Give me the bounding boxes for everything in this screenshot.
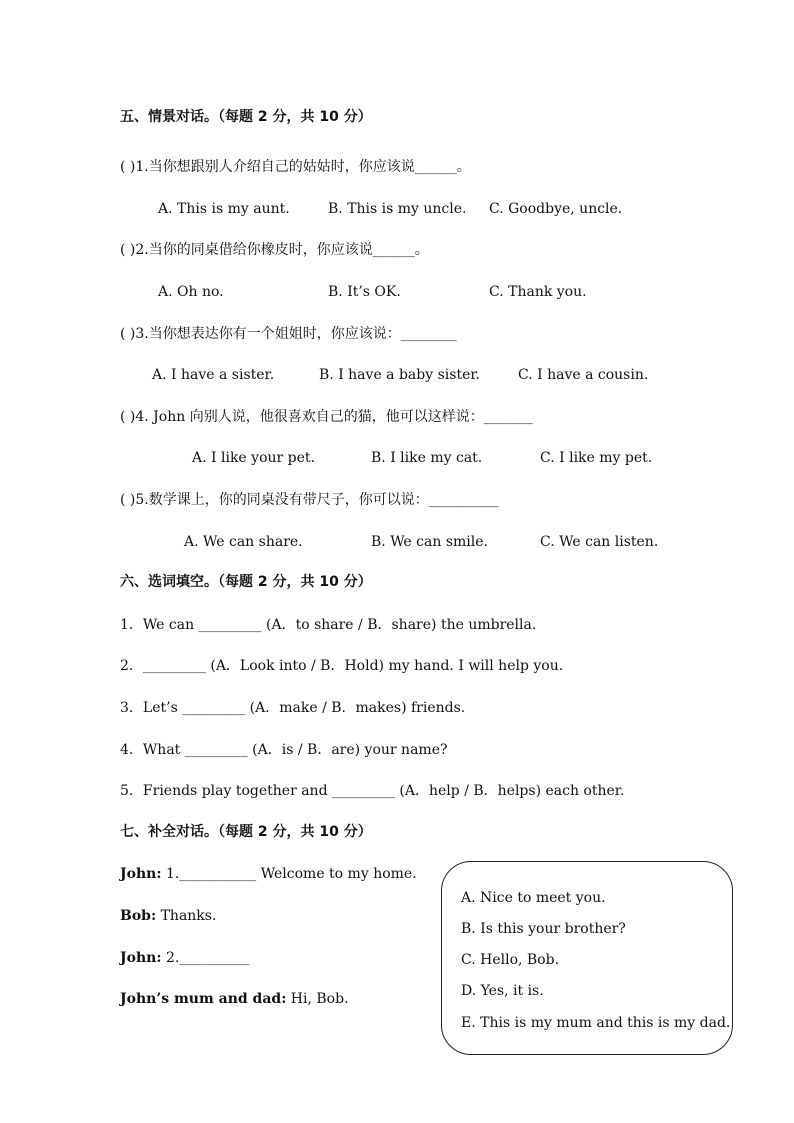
line-text: Hi, Bob. <box>286 991 349 1007</box>
fill-item-1[interactable]: 1．We can _________ (A．to share / B．share) the umbrella. <box>120 617 537 633</box>
q4-option-a: A. I like your pet. <box>192 450 315 466</box>
speaker: John’s mum and dad: <box>120 991 287 1007</box>
choice-c: C. Hello, Bob. <box>461 952 560 968</box>
question-text: 2.当你的同桌借给你橡皮时，你应该说______。 <box>135 242 429 258</box>
section-6-title: 六、选词填空。（每题 2 分，共 10 分） <box>120 574 372 590</box>
question-1 <box>120 158 471 176</box>
answer-paren[interactable]: ( ) <box>120 159 136 175</box>
choice-d: D. Yes, it is. <box>461 983 544 999</box>
question-4 <box>120 408 533 426</box>
fill-item-2[interactable]: 2．_________ (A．Look into / B．Hold) my hand. I will help you. <box>120 658 564 674</box>
section-7-title: 七、补全对话。（每题 2 分，共 10 分） <box>120 824 372 840</box>
choice-a: A. Nice to meet you. <box>461 890 606 906</box>
q3-option-a: A. I have a sister. <box>152 367 275 383</box>
q2-option-a: A. Oh no. <box>158 284 224 300</box>
dialogue-line-4 <box>120 990 349 1008</box>
q5-option-b: B. We can smile. <box>371 534 488 550</box>
fill-item-4[interactable]: 4．What _________ (A．is / B．are) your name? <box>120 742 448 758</box>
q5-option-c: C. We can listen. <box>540 534 659 550</box>
answer-paren[interactable]: ( ) <box>120 492 136 508</box>
q2-option-b: B. It’s OK. <box>328 284 401 300</box>
q2-option-c: C. Thank you. <box>489 284 587 300</box>
answer-paren[interactable]: ( ) <box>120 242 136 258</box>
answer-paren[interactable]: ( ) <box>120 409 136 425</box>
question-text: 3.当你想表达你有一个姐姐时，你应该说：________ <box>135 326 457 342</box>
q5-option-a: A. We can share. <box>184 534 303 550</box>
speaker: John: <box>120 866 162 882</box>
dialogue-line-2 <box>120 907 216 925</box>
question-2 <box>120 241 429 259</box>
fill-item-3[interactable]: 3．Let’s _________ (A．make / B．makes) friends. <box>120 700 466 716</box>
question-text: 5.数学课上，你的同桌没有带尺子，你可以说：__________ <box>135 492 499 508</box>
choice-b: B. Is this your brother? <box>461 921 626 937</box>
question-text: 1.当你想跟别人介绍自己的姑姑时，你应该说______。 <box>135 159 471 175</box>
speaker: John: <box>120 950 162 966</box>
line-text: 2.__________ <box>161 950 250 966</box>
question-3 <box>120 325 457 343</box>
answer-paren[interactable]: ( ) <box>120 326 136 342</box>
line-text: 1.___________ Welcome to my home. <box>161 866 417 882</box>
line-text: Thanks. <box>156 908 217 924</box>
fill-item-5[interactable]: 5．Friends play together and _________ (A．help / B．helps) each other. <box>120 783 625 799</box>
q3-option-c: C. I have a cousin. <box>518 367 649 383</box>
q3-option-b: B. I have a baby sister. <box>319 367 480 383</box>
q4-option-c: C. I like my pet. <box>540 450 653 466</box>
choice-box <box>441 861 733 1055</box>
question-text: 4. John 向别人说，他很喜欢自己的猫，他可以这样说：_______ <box>135 409 533 425</box>
question-5 <box>120 491 499 509</box>
choice-e: E. This is my mum and this is my dad. <box>461 1015 731 1031</box>
q4-option-b: B. I like my cat. <box>371 450 483 466</box>
q1-option-b: B. This is my uncle. <box>328 201 467 217</box>
dialogue-line-1[interactable] <box>120 865 417 883</box>
section-5-title: 五、情景对话。（每题 2 分，共 10 分） <box>120 109 372 125</box>
q1-option-c: C. Goodbye, uncle. <box>489 201 623 217</box>
dialogue-line-3[interactable] <box>120 949 249 967</box>
speaker: Bob: <box>120 908 157 924</box>
q1-option-a: A. This is my aunt. <box>158 201 290 217</box>
